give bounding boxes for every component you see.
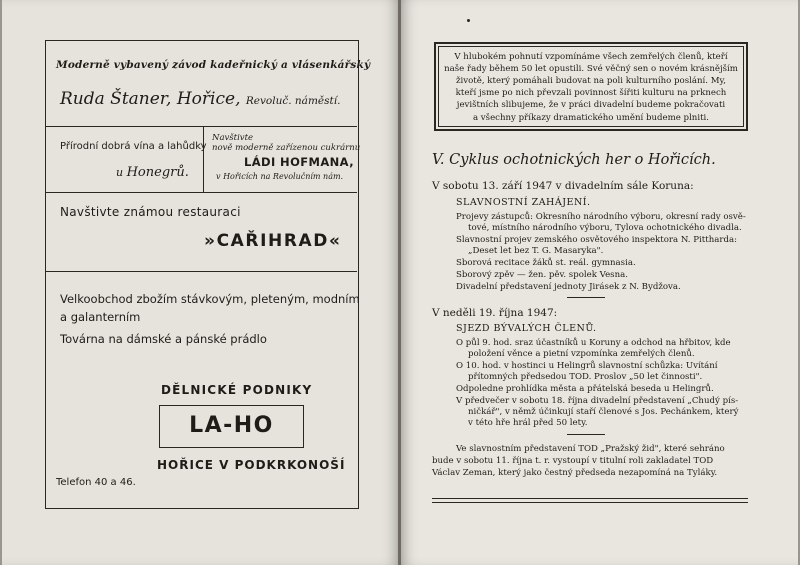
- memorial-line: naše řady během 50 let opustili. Své věčný sen o novém krásnějším: [444, 64, 738, 74]
- ad-hairdresser-address: Revoluč. náměstí.: [245, 95, 341, 107]
- advertisement-frame: [45, 40, 371, 509]
- ad-laho-location: HOŘICE V PODKRKONOŠÍ: [157, 458, 346, 472]
- section-divider: [567, 434, 605, 435]
- memorial-box: [434, 42, 748, 131]
- ad-restaurant: [46, 193, 357, 272]
- ad-wine-shop-name: [116, 165, 189, 180]
- closing-line: Václav Zeman, který jako čestný předseda nezapomíná na Tyláky.: [432, 468, 718, 478]
- closing-line: bude v sobotu 11. října t. r. vystoupí v titulní roli zakladatel TOD: [432, 456, 714, 466]
- ad-wine-shop: [46, 127, 207, 193]
- event2-line: v této hře hrál před 50 lety.: [468, 418, 588, 428]
- event2-line: ničkář", v němž účinkují staří členové s Jos. Pechánkem, který: [468, 407, 739, 417]
- ad-laho-line3: Továrna na dámské a pánské prádlo: [60, 332, 267, 346]
- event2-line: položení věnce a pietní vzpomínka zemřelých členů.: [468, 349, 695, 359]
- ad-restaurant-tagline: Navštivte známou restauraci: [60, 205, 241, 219]
- event2-heading: V neděli 19. října 1947:: [432, 307, 558, 319]
- event1-line: Sborová recitace žáků st. reál. gymnasia.: [456, 258, 636, 268]
- event1-subheading: SLAVNOSTNÍ ZAHÁJENÍ.: [456, 197, 591, 208]
- memorial-line: a všechny příkazy dramatického umění budeme plniti.: [472, 113, 710, 123]
- ad-laho-phone: Telefon 40 a 46.: [56, 477, 136, 488]
- ad-hairdresser-owner: Ruda Štaner, Hořice,: [60, 89, 241, 109]
- ad-hairdresser-tagline: Moderně vybavený závod kadeřnický a vlásenkářský: [56, 59, 371, 71]
- ad-laho-line2: a galanterním: [60, 310, 141, 324]
- event2-line: Odpoledne prohlídka města a přátelská beseda u Helingrů.: [456, 384, 714, 394]
- event1-line: Projevy zástupců: Okresního národního výboru, okresní rady osvě-: [456, 212, 746, 222]
- event1-line: „Deset let bez T. G. Masaryka".: [468, 246, 604, 256]
- memorial-line: kteří jsme po nich převzali povinnost šířiti kulturu na prknech: [455, 88, 727, 98]
- ink-dot: [467, 19, 470, 22]
- ad-restaurant-name: »CAŘIHRAD«: [204, 231, 342, 251]
- ad-laho-brand: LA-HO: [159, 405, 304, 448]
- ad-confectionery-line2: nově moderně zařízenou cukrárnu: [212, 143, 361, 153]
- event1-line: tové, místního národního výboru, Tylova ochotnického divadla.: [468, 223, 742, 233]
- ad-confectionery-owner: LÁDI HOFMANA,: [244, 155, 354, 169]
- ad-laho: [46, 272, 360, 508]
- ad-confectionery-address: v Hořicích na Revolučním nám.: [216, 172, 344, 181]
- event2-line: O 10. hod. v hostinci u Helingrů slavnostní schůzka: Uvítání: [456, 361, 718, 371]
- section-divider: [567, 297, 605, 298]
- ad-laho-line1: Velkoobchod zbožím stávkovým, pleteným, modním: [60, 292, 360, 306]
- ad-confectionery: [204, 127, 361, 193]
- left-page: [2, 0, 399, 565]
- cycle-title: V. Cyklus ochotnických her o Hořicích.: [432, 152, 716, 168]
- event2-line: přítomných předsedou TOD. Proslov „50 let činnosti".: [468, 372, 703, 382]
- event1-heading: V sobotu 13. září 1947 v divadelním sále Koruna:: [432, 180, 694, 192]
- ad-wine-shop-prefix: u: [116, 166, 124, 179]
- ad-hairdresser: [46, 41, 371, 127]
- ad-hairdresser-name: [60, 89, 340, 109]
- memorial-line: jevištních slibujeme, že v práci divadelní budeme pokračovati: [456, 100, 726, 110]
- ad-wine-shop-owner: Honegrů.: [126, 165, 189, 180]
- memorial-line: životě, který pomáhali budovat na poli kulturního poslání. My,: [455, 76, 726, 86]
- memorial-line: V hlubokém pohnutí vzpomínáme všech zemřelých členů, kteří: [454, 52, 728, 62]
- event1-line: Sborový zpěv — žen. pěv. spolek Vesna.: [456, 270, 628, 280]
- event2-subheading: SJEZD BÝVALÝCH ČLENŮ.: [456, 323, 597, 334]
- event1-line: Slavnostní projev zemského osvětového inspektora N. Pittharda:: [456, 235, 737, 245]
- event1-line: Divadelní představení jednoty Jirásek z N. Bydžova.: [456, 282, 681, 292]
- closing-line: Ve slavnostním představení TOD „Pražský žid", které sehráno: [456, 444, 725, 454]
- footer-double-rule: [432, 498, 748, 503]
- event2-line: O půl 9. hod. sraz účastníků u Koruny a odchod na hřbitov, kde: [456, 338, 731, 348]
- event2-line: V předvečer v sobotu 18. října divadelní představení „Chudý pís-: [456, 396, 739, 406]
- ad-laho-company: DĚLNICKÉ PODNIKY: [161, 383, 313, 397]
- ad-confectionery-line1: Navštivte: [212, 133, 254, 143]
- ad-wine-shop-tagline: Přírodní dobrá vína a lahůdky: [60, 141, 207, 152]
